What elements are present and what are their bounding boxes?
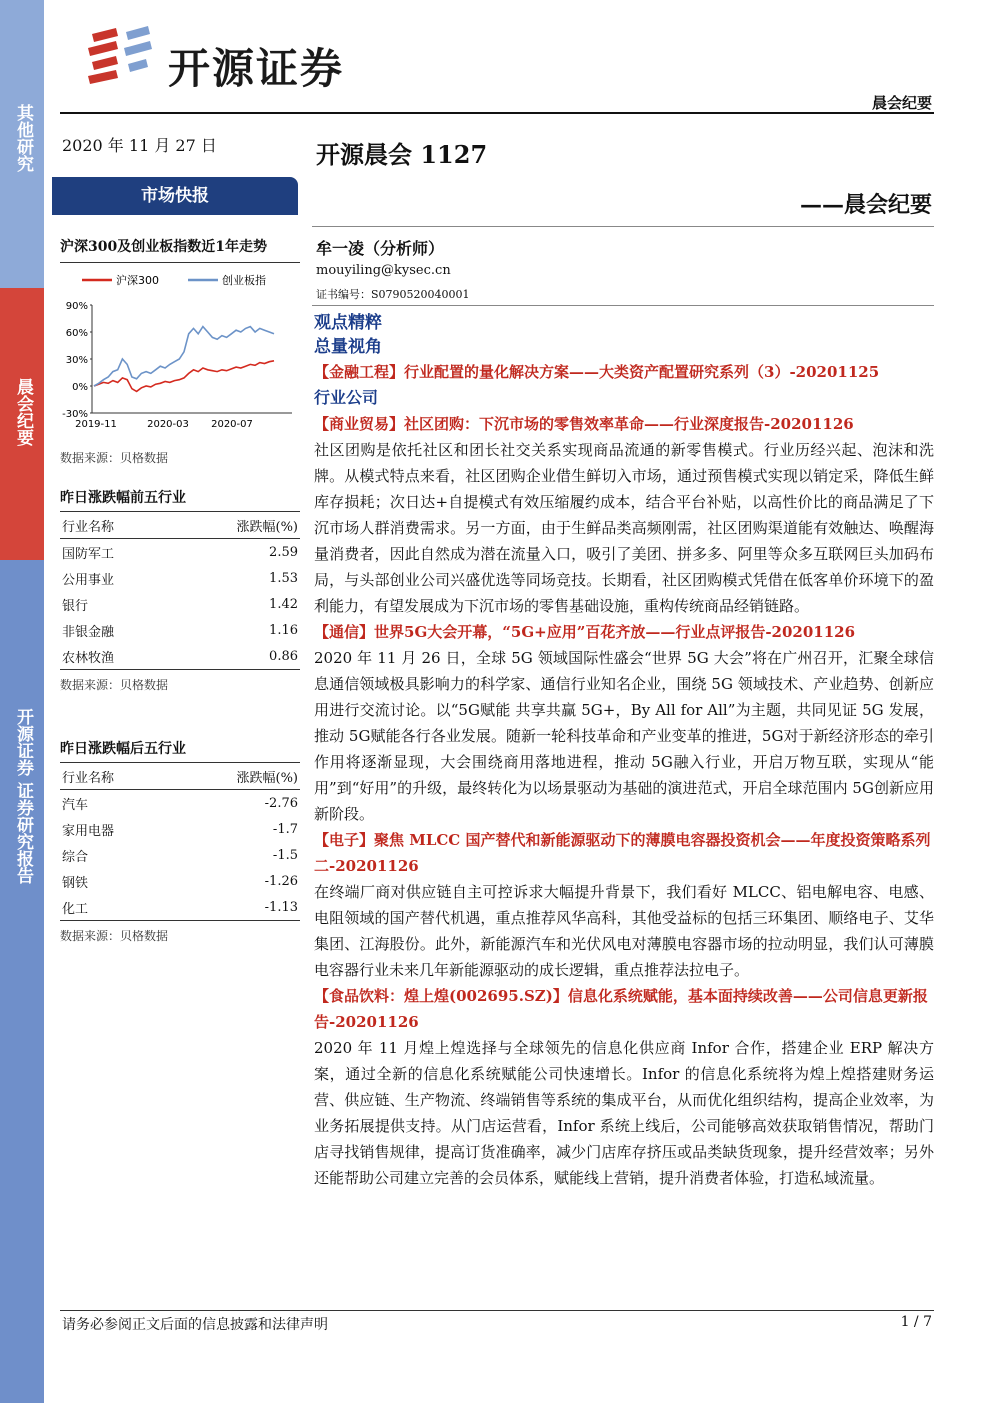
x-tick-label: 2020-03 [147,419,189,430]
sidebar-mid-segment [0,288,44,560]
index-trend-chart [60,267,300,439]
analyst-email[interactable]: mouyiling@kysec.cn [316,263,451,278]
bottom5-table [60,763,300,921]
industry-change: 2.59 [269,544,298,560]
x-tick-label: 2020-07 [211,419,253,430]
bottom5-source: 数据来源：贝格数据 [60,929,169,943]
industry-name: 汽车 [62,797,89,813]
industry-change: -1.7 [272,821,298,837]
col-header-industry: 行业名称 [60,763,171,790]
table-row [60,868,300,894]
table-row [60,617,300,643]
series-line-0 [94,361,274,392]
industry-change: -1.13 [171,894,300,921]
item-heading-electronics[interactable]: 【电子】聚焦 MLCC 国产替代和新能源驱动下的薄膜电容器投资机会——年度投资策略系列二-20201126 [314,831,931,875]
analyst-cert: 证书编号：S0790520040001 [316,288,470,301]
col-header-industry: 行业名称 [60,512,171,539]
industry-change: 1.16 [269,622,298,638]
page-number: 1 / 7 [900,1314,932,1330]
industry-change: 1.53 [269,570,298,586]
industry-change: 0.86 [171,643,300,670]
item-heading-food[interactable]: 【食品饮料：煌上煌(002695.SZ)】信息化系统赋能，基本面持续改善——公司信息更新报告-20201126 [314,987,928,1031]
chart-section-title: 沪深300及创业板指数近1年走势 [60,239,267,255]
industry-change: -1.26 [264,873,298,889]
item-body-telecom: 2020 年 11 月 26 日，全球 5G 领域国际性盛会“世界 5G 大会”将在广州召开，汇聚全球信息通信领域极具影响力的科学家、通信行业知名企业，围绕 5G 领域技术、产业趋势、创新应用进行交流讨论。以“5G赋能 共享共赢 5G+，By All for All”为主题，共同见证 5G 发展，推动 5G赋能各行各业发展。随新一轮科技革命和产业变革的推进，5G对于新经济形态的牵引作用将逐渐显现，大会围绕商用落地进程，推动 5G融入行业，开启万物互联，实现从“能用”到“好用”的升级，最终转化为以场景驱动为基础的演进范式，开启全球范围内 5G创新应用新阶段。 [314,649,934,823]
item-body-electronics: 在终端厂商对供应链自主可控诉求大幅提升背景下，我们看好 MLCC、铝电解电容、电感、电阻领域的国产替代机遇，重点推荐风华高科，其他受益标的包括三环集团、顺络电子、艾华集团、江海股份。此外，新能源汽车和光伏风电对薄膜电容器市场的拉动明显，我们认可薄膜电容器行业未来几年新能源驱动的成长逻辑，重点推荐法拉电子。 [314,883,934,979]
sidebar-top-segment [0,0,44,288]
subsection-industry: 行业公司 [314,388,379,407]
chart-source: 数据来源：贝格数据 [60,451,169,465]
report-date: 2020 年 11 月 27 日 [62,136,217,155]
table-row [60,643,300,670]
sidebar-bottom-segment [0,560,44,1403]
chart-legend [82,273,266,287]
item-heading-quant[interactable]: 【金融工程】行业配置的量化解决方案——大类资产配置研究系列（3）-20201125 [314,363,880,381]
chart-section [60,236,300,466]
title-rule [312,226,934,227]
industry-name: 银行 [62,598,89,614]
main-content [314,311,934,1191]
footer-rule [60,1310,934,1311]
footer-disclaimer: 请务必参阅正文后面的信息披露和法律声明 [62,1317,328,1333]
legend-label-cyb: 创业板指 [222,274,266,287]
sidebar-top-label: 其他研究 [13,104,33,172]
x-tick-label: 2019-11 [75,419,117,430]
author-rule [312,305,934,306]
industry-name: 钢铁 [62,875,89,891]
legend-label-hs300: 沪深300 [116,274,159,287]
top5-title: 昨日涨跌幅前五行业 [60,490,186,506]
sidebar-bottom-label: 开源证券 证券研究报告 [13,708,33,884]
industry-name: 公用事业 [62,572,115,588]
industry-name: 农林牧渔 [60,643,171,670]
industry-name: 非银金融 [62,624,115,640]
table-row [60,591,300,617]
industry-name: 化工 [60,894,171,921]
item-body-commerce: 社区团购是依托社区和团长社交关系实现商品流通的新零售模式。行业历经兴起、泡沫和洗牌。从模式特点来看，社区团购企业借生鲜切入市场，通过预售模式实现以销定采，降低生鲜库存损耗；次日达+自提模式有效压缩履约成本，结合平台补贴，以高性价比的商品满足了下沉市场人群消费需求。另一方面，由于生鲜品类高频刚需，社区团购渠道能有效触达、唤醒海量消费者，因此自然成为潜在流量入口，吸引了美团、拼多多、阿里等众多互联网巨头加码布局，与头部创业公司兴盛优选等同场竞技。长期看，社区团购模式凭借在低客单价环境下的盈利能力，有望发展成为下沉市场的零售基础设施，重构传统商品经销链路。 [314,441,934,615]
brand-name: 开源证券 [168,44,345,93]
y-tick-label: -30% [62,409,88,420]
bottom5-section [60,738,300,944]
item-heading-telecom[interactable]: 【通信】世界5G大会开幕，“5G+应用”百花齐放——行业点评报告-20201126 [314,623,856,641]
industry-name: 综合 [62,849,89,865]
y-tick-label: 0% [72,382,88,393]
section-heading: 观点精粹 [314,313,382,333]
table-row [60,816,300,842]
table-row [60,790,300,817]
table-header [60,763,300,790]
table-row [60,842,300,868]
header-rule [60,112,934,114]
sidebar-mid-label: 晨会纪要 [13,378,33,446]
report-subtitle: ——晨会纪要 [799,192,932,218]
chart-lines [94,327,274,392]
industry-name: 家用电器 [62,823,115,839]
y-tick-label: 30% [65,355,88,366]
col-header-change: 涨跌幅(%) [171,763,300,790]
report-type-badge: 市场快报 [52,177,298,215]
item-body-food: 2020 年 11 月煌上煌选择与全球领先的信息化供应商 Infor 合作，搭建企业 ERP 解决方案，通过全新的信息化系统赋能公司快速增长。Infor 的信息化系统将为煌上煌搭建财务运营、供应链、生产物流、终端销售等系统的集成平台，从而优化组织结构，提高企业效率，为业务拓展提供支持。从门店运营看，Infor 系统上线后，公司能够高效获取销售情况，帮助门店寻找销售规律，提高订货准确率，减少门店库存挤压或品类缺货现象，提升经营效率；另外还能帮助公司建立完善的会员体系，赋能线上营销，提升消费者体验，打造私域流量。 [314,1039,934,1187]
y-tick-label: 90% [65,301,88,312]
subsection-macro: 总量视角 [314,337,382,357]
col-header-change: 涨跌幅(%) [171,512,300,539]
chart-axes [62,301,292,430]
table-row [60,565,300,591]
industry-change: -2.76 [264,795,298,811]
item-heading-commerce[interactable]: 【商业贸易】社区团购：下沉市场的零售效率革命——行业深度报告-20201126 [314,415,854,433]
header-tag: 晨会纪要 [871,94,932,112]
top5-source: 数据来源：贝格数据 [60,678,169,692]
sidebar [0,0,44,1403]
industry-change: 1.42 [269,596,298,612]
industry-change: -1.5 [272,847,298,863]
table-row [60,539,300,566]
analyst-name: 牟一凌（分析师） [316,239,445,258]
y-tick-label: 60% [65,328,88,339]
chart-section-rule [60,262,300,263]
table-row [60,894,300,921]
top5-section [60,487,300,693]
top5-table [60,512,300,670]
table-header [60,512,300,539]
industry-name: 国防军工 [62,546,115,562]
brand-logo-icon [86,26,162,86]
report-title: 开源晨会 1127 [316,140,488,169]
bottom5-title: 昨日涨跌幅后五行业 [60,741,186,757]
